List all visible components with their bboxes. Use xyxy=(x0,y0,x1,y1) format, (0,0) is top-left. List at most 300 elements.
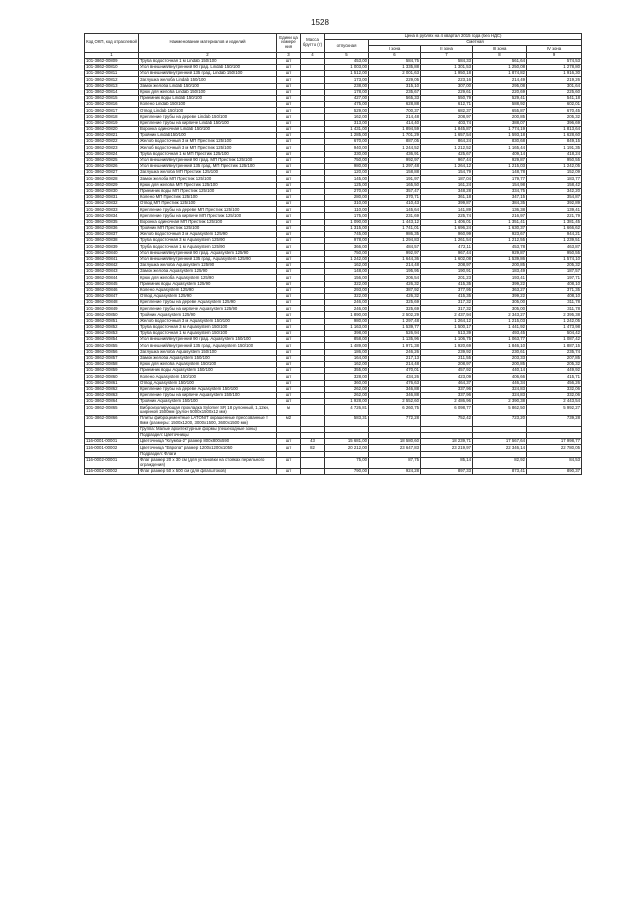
cell-zone-4-price: 950,55 xyxy=(527,157,582,163)
cell-zone-2-price: 403,74 xyxy=(421,120,473,126)
cell-unit: шт xyxy=(277,439,301,445)
cell-unit: шт xyxy=(277,176,301,182)
cell-code: 101-3862-00855 xyxy=(85,343,139,349)
header-zone-4: IV зона xyxy=(527,46,582,52)
cell-zone-3-price: 929,87 xyxy=(473,157,527,163)
cell-name: Плиты фиброцементные LATONIT окрашенные прессованные т 8мм (размеры: 1500х1200, 3000х1500, 3600х1500 мм) xyxy=(139,416,277,427)
cell-name: Труба водосточная 1 м МП Престиж 125/100 xyxy=(139,151,277,157)
cell-release-price: 293,00 xyxy=(325,287,369,293)
cell-zone-2-price: 190,91 xyxy=(421,269,473,275)
cell-code: 101-3862-00850 xyxy=(85,312,139,318)
cell-release-price: 162,00 xyxy=(325,361,369,367)
cell-zone-1-price: 414,40 xyxy=(369,120,421,126)
cell-code: 101-3862-00861 xyxy=(85,380,139,386)
cell-zone-2-price: 239,92 xyxy=(421,349,473,355)
cell-name: Флаг размер 20 х 30 см (для установки на стойках перильного ограждения) xyxy=(139,457,277,468)
cell-zone-4-price: 205,32 xyxy=(527,262,582,268)
cell-zone-2-price: 2 486,96 xyxy=(421,399,473,405)
cell-code: 101-3862-00813 xyxy=(85,83,139,89)
cell-zone-1-price: 1 335,88 xyxy=(369,64,421,70)
column-index: 6 xyxy=(369,52,421,58)
cell-zone-3-price: 1 063,77 xyxy=(473,337,527,343)
cell-zone-2-price: 6 098,77 xyxy=(421,405,473,416)
cell-name: Заглушка желоба Aquasystem 125/90 xyxy=(139,262,277,268)
cell-code: 101-3862-00852 xyxy=(85,324,139,330)
cell-unit: шт xyxy=(277,468,301,474)
cell-name: Крепление трубы на кирпиче МП Престиж 125/100 xyxy=(139,213,277,219)
cell-zone-4-price: 221,79 xyxy=(527,213,582,219)
cell-zone-1-price: 370,71 xyxy=(369,194,421,200)
header-mass: Масса брутто (т) xyxy=(301,34,325,53)
header-price-group: Цена в рублях на 4 квартал 2015 года (без НДС) xyxy=(325,34,582,40)
cell-zone-4-price: 408,10 xyxy=(527,281,582,287)
cell-zone-3-price: 1 212,55 xyxy=(473,238,527,244)
price-table-body xyxy=(85,58,582,474)
cell-zone-1-price: 191,97 xyxy=(369,176,421,182)
cell-release-price: 670,00 xyxy=(325,139,369,145)
cell-zone-1-price: 246,26 xyxy=(369,349,421,355)
cell-zone-1-price: 484,57 xyxy=(369,244,421,250)
cell-release-price: 360,00 xyxy=(325,380,369,386)
cell-unit: шт xyxy=(277,188,301,194)
cell-name: Приемник воды МП Престиж 125/100 xyxy=(139,188,277,194)
cell-zone-4-price: 1 666,62 xyxy=(527,225,582,231)
cell-release-price: 178,00 xyxy=(325,89,369,95)
cell-zone-2-price: 208,97 xyxy=(421,262,473,268)
cell-zone-2-price: 960,99 xyxy=(421,232,473,238)
cell-zone-4-price: 670,45 xyxy=(527,108,582,114)
cell-zone-3-price: 830,68 xyxy=(473,139,527,145)
cell-unit: шт xyxy=(277,83,301,89)
cell-zone-4-price: 463,87 xyxy=(527,244,582,250)
cell-unit: шт xyxy=(277,225,301,231)
cell-zone-1-price: 426,32 xyxy=(369,293,421,299)
cell-release-price: 280,00 xyxy=(325,194,369,200)
cell-unit: шт xyxy=(277,108,301,114)
cell-code: 101-3862-00826 xyxy=(85,163,139,169)
cell-name: Крепление трубы на дереве Aquasystem 125/90 xyxy=(139,300,277,306)
cell-code: 101-3862-00820 xyxy=(85,126,139,132)
cell-zone-3-price: 82,92 xyxy=(473,457,527,468)
cell-unit: шт xyxy=(277,380,301,386)
cell-zone-4-price: 1 381,45 xyxy=(527,219,582,225)
cell-zone-2-price: 208,97 xyxy=(421,114,473,120)
cell-zone-1-price: 235,67 xyxy=(369,89,421,95)
cell-code: 101-3862-00854 xyxy=(85,337,139,343)
cell-code: 101-3862-00810 xyxy=(85,64,139,70)
cell-name: Замок желоба Lindab 150/100 xyxy=(139,83,277,89)
cell-name: Флаг размер 50 х 500 см (для флагштоков) xyxy=(139,468,277,474)
cell-zone-1-price: 584,75 xyxy=(369,58,421,64)
cell-release-price: 1 285,00 xyxy=(325,133,369,139)
cell-zone-1-price: 410,43 xyxy=(369,201,421,207)
cell-release-price: 475,00 xyxy=(325,102,369,108)
cell-unit: шт xyxy=(277,300,301,306)
cell-release-price: 162,00 xyxy=(325,114,369,120)
cell-name: Заглушка желоба Lindab 150/100 xyxy=(139,77,277,83)
cell-unit: шт xyxy=(277,355,301,361)
cell-zone-2-price: 361,18 xyxy=(421,194,473,200)
cell-zone-4-price: 456,26 xyxy=(527,380,582,386)
cell-code: 101-3862-00837 xyxy=(85,232,139,238)
cell-release-price: 246,00 xyxy=(325,306,369,312)
cell-release-price: 322,00 xyxy=(325,293,369,299)
cell-release-price: 262,00 xyxy=(325,386,369,392)
cell-code: 101-3862-00823 xyxy=(85,145,139,151)
cell-zone-1-price: 325,69 xyxy=(369,306,421,312)
cell-code: 116-0002-00001 xyxy=(85,457,139,468)
cell-zone-4-price: 1 574,10 xyxy=(527,256,582,262)
cell-unit: шт xyxy=(277,275,301,281)
cell-release-price: 1 315,00 xyxy=(325,225,369,231)
price-table xyxy=(84,33,582,475)
cell-zone-3-price: 1 351,41 xyxy=(473,219,527,225)
cell-zone-4-price: 197,71 xyxy=(527,275,582,281)
cell-unit: шт xyxy=(277,58,301,64)
cell-zone-3-price: 399,22 xyxy=(473,293,527,299)
cell-release-price: 164,00 xyxy=(325,355,369,361)
cell-code: 101-3862-00864 xyxy=(85,399,139,405)
cell-zone-4-price: 219,26 xyxy=(527,77,582,83)
cell-unit: шт xyxy=(277,201,301,207)
cell-zone-4-price: 301,64 xyxy=(527,83,582,89)
cell-code: 101-3862-00862 xyxy=(85,386,139,392)
cell-zone-3-price: 200,85 xyxy=(473,114,527,120)
cell-zone-4-price: 332,06 xyxy=(527,386,582,392)
cell-release-price: 398,00 xyxy=(325,331,369,337)
cell-zone-3-price: 923,67 xyxy=(473,232,527,238)
cell-zone-2-price: 1 920,69 xyxy=(421,343,473,349)
cell-release-price: 790,00 xyxy=(325,468,369,474)
cell-name: Труба водосточная 1 м Aquasystem 150/100 xyxy=(139,331,277,337)
cell-zone-2-price: 2 437,94 xyxy=(421,312,473,318)
cell-unit: шт xyxy=(277,349,301,355)
cell-zone-2-price: 1 264,12 xyxy=(421,318,473,324)
cell-unit: шт xyxy=(277,64,301,70)
cell-zone-1-price: 772,28 xyxy=(369,416,421,427)
cell-zone-4-price: 2 443,54 xyxy=(527,399,582,405)
cell-unit: шт xyxy=(277,89,301,95)
cell-zone-3-price: 347,15 xyxy=(473,194,527,200)
cell-zone-4-price: 371,35 xyxy=(527,287,582,293)
cell-unit: шт xyxy=(277,256,301,262)
cell-zone-1-price: 426,32 xyxy=(369,281,421,287)
cell-unit: шт xyxy=(277,374,301,380)
cell-unit: шт xyxy=(277,114,301,120)
cell-name: Угол внешний/внутренний 135 град. Aquasystem 150/100 xyxy=(139,343,277,349)
cell-unit: шт xyxy=(277,194,301,200)
cell-unit: шт xyxy=(277,151,301,157)
cell-zone-4-price: 158,42 xyxy=(527,182,582,188)
cell-name: Крюк для желоба Aquasystem 125/90 xyxy=(139,275,277,281)
cell-code: 101-3862-00832 xyxy=(85,201,139,207)
cell-code: 101-3862-00811 xyxy=(85,71,139,77)
cell-zone-3-price: 723,20 xyxy=(473,416,527,427)
cell-release-price: 583,31 xyxy=(325,416,369,427)
cell-name: Тройник МП Престиж 125/100 xyxy=(139,225,277,231)
cell-zone-2-price: 337,96 xyxy=(421,386,473,392)
cell-zone-2-price: 425,67 xyxy=(421,151,473,157)
cell-code: 101-3862-00818 xyxy=(85,114,139,120)
cell-release-price: 75,00 xyxy=(325,457,369,468)
cell-zone-3-price: 493,45 xyxy=(473,331,527,337)
cell-release-price: 745,00 xyxy=(325,232,369,238)
cell-zone-2-price: 415,35 xyxy=(421,293,473,299)
cell-unit: шт xyxy=(277,312,301,318)
cell-name: Угол внешний/внутренний 90 град. Aquasystem 125/90 xyxy=(139,250,277,256)
cell-unit: шт xyxy=(277,337,301,343)
cell-code: 101-3862-00821 xyxy=(85,133,139,139)
header-unit: Едини ца измере ния xyxy=(277,34,301,53)
cell-release-price: 313,00 xyxy=(325,120,369,126)
cell-code: 101-3862-00836 xyxy=(85,225,139,231)
cell-zone-2-price: 464,37 xyxy=(421,380,473,386)
cell-zone-3-price: 193,41 xyxy=(473,275,527,281)
cell-zone-2-price: 967,44 xyxy=(421,250,473,256)
cell-mass: 43 xyxy=(301,439,325,445)
cell-code: 101-3862-00834 xyxy=(85,213,139,219)
cell-release-price: 750,00 xyxy=(325,250,369,256)
cell-mass xyxy=(301,416,325,427)
cell-unit: шт xyxy=(277,445,301,451)
cell-zone-3-price: 1 215,03 xyxy=(473,163,527,169)
cell-name: Тройник Aquasystem 125/90 xyxy=(139,312,277,318)
cell-zone-1-price: 700,37 xyxy=(369,108,421,114)
cell-name: Труба водосточная 1 м Lindab 150/100 xyxy=(139,58,277,64)
cell-zone-2-price: 317,32 xyxy=(421,306,473,312)
cell-zone-2-price: 223,16 xyxy=(421,77,473,83)
cell-release-price: 355,00 xyxy=(325,368,369,374)
cell-zone-1-price: 1 971,38 xyxy=(369,343,421,349)
cell-unit: шт xyxy=(277,145,301,151)
cell-code: 101-3862-00824 xyxy=(85,151,139,157)
cell-zone-2-price: 1 212,52 xyxy=(421,145,473,151)
cell-zone-4-price: 1 473,98 xyxy=(527,324,582,330)
cell-zone-3-price: 2 343,27 xyxy=(473,312,527,318)
cell-zone-3-price: 1 215,03 xyxy=(473,318,527,324)
cell-zone-2-price: 1 500,17 xyxy=(421,324,473,330)
cell-zone-4-price: 415,71 xyxy=(527,374,582,380)
cell-zone-3-price: 363,27 xyxy=(473,287,527,293)
cell-unit: шт xyxy=(277,71,301,77)
cell-name: Труба водосточная 3 м Aquasystem 150/100 xyxy=(139,324,277,330)
cell-name: Заглушка желоба Aquasystem 150/100 xyxy=(139,349,277,355)
cell-zone-3-price: 873,41 xyxy=(473,468,527,474)
cell-unit: шт xyxy=(277,331,301,337)
cell-zone-2-price: 161,24 xyxy=(421,182,473,188)
cell-name: Воронка одиночная Lindab 150/100 xyxy=(139,126,277,132)
cell-code: 116-0001-00002 xyxy=(85,445,139,451)
cell-zone-3-price: 148,78 xyxy=(473,170,527,176)
cell-code: 101-3862-00822 xyxy=(85,139,139,145)
cell-zone-3-price: 179,77 xyxy=(473,176,527,182)
cell-zone-2-price: 154,79 xyxy=(421,170,473,176)
cell-name: Угол внешний/внутренний 90 град. Aquasystem 150/100 xyxy=(139,337,277,343)
cell-zone-4-price: 504,42 xyxy=(527,331,582,337)
cell-name: Замок желоба Aquasystem 125/90 xyxy=(139,269,277,275)
cell-zone-4-price: 541,18 xyxy=(527,95,582,101)
cell-name: Колено МП Престиж 125/100 xyxy=(139,194,277,200)
cell-release-price: 1 163,00 xyxy=(325,324,369,330)
cell-zone-4-price: 849,15 xyxy=(527,139,582,145)
cell-zone-1-price: 924,28 xyxy=(369,468,421,474)
cell-zone-3-price: 200,85 xyxy=(473,262,527,268)
cell-zone-4-price: 205,32 xyxy=(527,114,582,120)
cell-zone-4-price: 1 239,51 xyxy=(527,238,582,244)
cell-zone-1-price: 214,48 xyxy=(369,262,421,268)
cell-release-price: 162,00 xyxy=(325,262,369,268)
cell-code: 101-3862-00814 xyxy=(85,89,139,95)
cell-release-price: 238,00 xyxy=(325,83,369,89)
cell-zone-3-price: 305,00 xyxy=(473,300,527,306)
cell-zone-2-price: 513,39 xyxy=(421,331,473,337)
cell-release-price: 1 431,00 xyxy=(325,126,369,132)
header-zone-3: III зона xyxy=(473,46,527,52)
cell-zone-2-price: 415,35 xyxy=(421,281,473,287)
cell-zone-4-price: 17 998,77 xyxy=(527,439,582,445)
cell-name: Угол внешний/внутренний 90 град. МП Престиж 125/100 xyxy=(139,157,277,163)
cell-code: 101-3862-00843 xyxy=(85,269,139,275)
cell-zone-2-price: 187,04 xyxy=(421,176,473,182)
cell-zone-3-price: 440,14 xyxy=(473,368,527,374)
header-zone-1: I зона xyxy=(369,46,421,52)
cell-name: Подраздел: Флаги xyxy=(139,451,277,457)
cell-unit: шт xyxy=(277,77,301,83)
cell-release-price: 750,00 xyxy=(325,157,369,163)
cell-zone-3-price: 929,87 xyxy=(473,250,527,256)
cell-name: Желоб водосточный 3 м Aquasystem 125/90 xyxy=(139,232,277,238)
cell-zone-3-price: 655,87 xyxy=(473,108,527,114)
cell-zone-2-price: 208,97 xyxy=(421,361,473,367)
cell-zone-1-price: 346,88 xyxy=(369,386,421,392)
cell-unit: шт xyxy=(277,293,301,299)
cell-code: 101-3862-00859 xyxy=(85,368,139,374)
cell-name: Заглушка желоба МП Престиж 125/100 xyxy=(139,170,277,176)
cell-code: 101-3862-00849 xyxy=(85,306,139,312)
cell-zone-3-price: 1 250,08 xyxy=(473,64,527,70)
cell-zone-4-price: 418,24 xyxy=(527,151,582,157)
cell-code: 101-3862-00829 xyxy=(85,182,139,188)
cell-zone-1-price: 229,05 xyxy=(369,77,421,83)
cell-zone-3-price: 1 874,82 xyxy=(473,71,527,77)
cell-zone-2-price: 967,44 xyxy=(421,157,473,163)
table-row xyxy=(85,416,582,427)
cell-zone-3-price: 588,92 xyxy=(473,102,527,108)
cell-name: Цветочница "Европа" размер 1200х1200х1050 xyxy=(139,445,277,451)
cell-name: Крепление трубы на кирпиче Lindab 150/100 xyxy=(139,120,277,126)
cell-zone-3-price: 154,98 xyxy=(473,182,527,188)
cell-unit: шт xyxy=(277,207,301,213)
cell-zone-2-price: 1 950,18 xyxy=(421,71,473,77)
cell-zone-3-price: 1 774,19 xyxy=(473,126,527,132)
cell-zone-1-price: 565,33 xyxy=(369,95,421,101)
cell-zone-1-price: 1 135,96 xyxy=(369,337,421,343)
cell-name: Колено Aquasystem 125/90 xyxy=(139,287,277,293)
cell-code: 101-3862-00847 xyxy=(85,293,139,299)
cell-zone-2-price: 201,23 xyxy=(421,275,473,281)
cell-release-price: 125,00 xyxy=(325,182,369,188)
cell-code: 101-3862-00853 xyxy=(85,331,139,337)
cell-code: 101-3862-00809 xyxy=(85,58,139,64)
cell-zone-4-price: 574,53 xyxy=(527,58,582,64)
cell-code: 101-3862-00858 xyxy=(85,361,139,367)
cell-code: 101-3862-00851 xyxy=(85,318,139,324)
cell-zone-3-price: 295,08 xyxy=(473,83,527,89)
cell-zone-1-price: 476,63 xyxy=(369,380,421,386)
cell-zone-4-price: 1 242,05 xyxy=(527,318,582,324)
cell-unit: шт xyxy=(277,95,301,101)
cell-code: 101-3862-00865 xyxy=(85,405,139,416)
cell-unit: шт xyxy=(277,182,301,188)
cell-zone-1-price: 986,35 xyxy=(369,232,421,238)
cell-zone-2-price: 225,74 xyxy=(421,213,473,219)
cell-zone-3-price: 1 630,37 xyxy=(473,225,527,231)
cell-unit: шт xyxy=(277,213,301,219)
cell-code: 101-3862-00842 xyxy=(85,262,139,268)
header-name: Наименование материалов и изделий xyxy=(139,34,277,53)
cell-release-price: 15 681,00 xyxy=(325,439,369,445)
cell-zone-4-price: 342,20 xyxy=(527,188,582,194)
cell-zone-3-price: 446,34 xyxy=(473,380,527,386)
cell-zone-4-price: 396,69 xyxy=(527,120,582,126)
cell-zone-4-price: 1 916,30 xyxy=(527,71,582,77)
cell-zone-4-price: 5 992,27 xyxy=(527,405,582,416)
cell-name: Цветочница "Клумба-2" размер 800х800х590 xyxy=(139,439,277,445)
cell-release-price: 175,00 xyxy=(325,213,369,219)
cell-release-price: 120,00 xyxy=(325,170,369,176)
cell-zone-3-price: 5 862,50 xyxy=(473,405,527,416)
cell-name: Крепление трубы на дереве Lindab 150/100 xyxy=(139,114,277,120)
cell-zone-2-price: 211,55 xyxy=(421,355,473,361)
cell-release-price: 366,00 xyxy=(325,244,369,250)
cell-zone-3-price: 183,49 xyxy=(473,269,527,275)
cell-zone-1-price: 1 644,36 xyxy=(369,256,421,262)
cell-zone-1-price: 18 580,60 xyxy=(369,439,421,445)
cell-zone-4-price: 311,78 xyxy=(527,306,582,312)
cell-name: Желоб водосточный 3 м МП Престиж 125/100 xyxy=(139,139,277,145)
cell-zone-2-price: 337,96 xyxy=(421,392,473,398)
cell-zone-2-price: 18 239,71 xyxy=(421,439,473,445)
cell-zone-4-price: 207,85 xyxy=(527,355,582,361)
cell-zone-4-price: 1 278,80 xyxy=(527,64,582,70)
cell-zone-2-price: 550,79 xyxy=(421,95,473,101)
cell-release-price: 310,00 xyxy=(325,201,369,207)
cell-zone-3-price: 334,75 xyxy=(473,188,527,194)
cell-unit: шт xyxy=(277,262,301,268)
cell-release-price: 148,00 xyxy=(325,269,369,275)
cell-zone-4-price: 332,06 xyxy=(527,392,582,398)
cell-zone-1-price: 992,97 xyxy=(369,250,421,256)
cell-zone-1-price: 628,88 xyxy=(369,102,421,108)
cell-zone-1-price: 1 297,48 xyxy=(369,318,421,324)
cell-code: 101-3862-00866 xyxy=(85,416,139,427)
cell-zone-1-price: 1 297,48 xyxy=(369,163,421,169)
table-row xyxy=(85,457,582,468)
cell-unit: шт xyxy=(277,139,301,145)
cell-unit: шт xyxy=(277,126,301,132)
cell-unit: шт xyxy=(277,281,301,287)
cell-unit: шт xyxy=(277,163,301,169)
cell-code: 101-3862-00840 xyxy=(85,250,139,256)
cell-zone-1-price: 526,94 xyxy=(369,331,421,337)
cell-code: 116-0002-00002 xyxy=(85,468,139,474)
cell-zone-2-price: 229,61 xyxy=(421,89,473,95)
cell-unit: шт xyxy=(277,102,301,108)
cell-mass: 82 xyxy=(301,445,325,451)
cell-code: 101-3862-00819 xyxy=(85,120,139,126)
cell-release-price: 1 512,00 xyxy=(325,71,369,77)
cell-unit: шт xyxy=(277,232,301,238)
